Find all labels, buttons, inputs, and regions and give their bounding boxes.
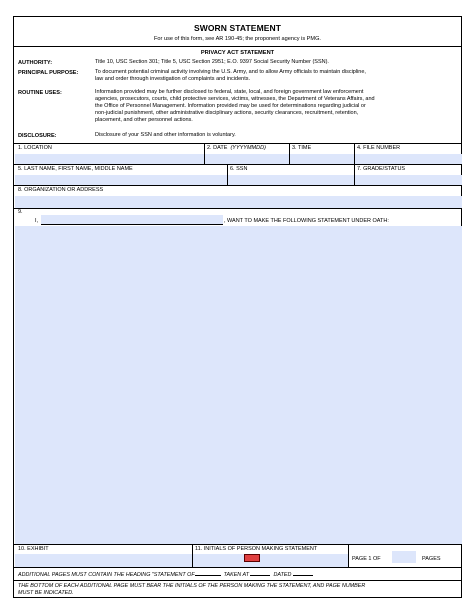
time-field[interactable] — [290, 154, 354, 164]
dated-blank — [293, 570, 313, 576]
footer-line-2: THE BOTTOM OF EACH ADDITIONAL PAGE MUST BEAR THE INITIALS OF THE PERSON MAKING THE STATEMENT, AND PAGE NUMBER — [18, 583, 366, 589]
divider — [14, 208, 461, 209]
authority-label: AUTHORITY: — [18, 60, 53, 66]
routine-uses-text-2: agencies, prosecutors, courts, child protective services, victims, witnesses, the Department of Veterans Affairs, and — [95, 96, 375, 102]
date-label — [207, 145, 266, 151]
footer-line-3: MUST BE INDICATED. — [18, 590, 74, 596]
routine-uses-text-5: placement, and other personnel actions. — [95, 117, 193, 123]
statement-text-area[interactable] — [15, 226, 462, 544]
form-title: SWORN STATEMENT — [193, 23, 282, 33]
authority-text: Title 10, USC Section 301; Title 5, USC Section 2951; E.O. 9397 Social Security Number (SSN). — [95, 59, 329, 65]
routine-uses-label: ROUTINE USES: — [18, 90, 62, 96]
name-label: 5. LAST NAME, FIRST NAME, MIDDLE NAME — [18, 166, 133, 172]
i-label: I, — [35, 218, 39, 224]
ssn-field[interactable] — [228, 175, 354, 185]
divider — [14, 580, 461, 581]
date-format-hint: (YYYYMMDD) — [230, 145, 266, 151]
routine-uses-text-1: Information provided may be further disclosed to federal, state, local, and foreign government law enforcement — [95, 89, 364, 95]
item-9-label: 9. — [18, 209, 23, 215]
footer-heading-text: ADDITIONAL PAGES MUST CONTAIN THE HEADING "STATEMENT OF — [18, 572, 195, 578]
grade-status-field[interactable] — [355, 175, 462, 185]
date-label-prefix: 2. DATE — [207, 145, 228, 151]
initials-marker-icon — [244, 554, 260, 562]
principal-purpose-text-2: law and order through investigation of complaints and incidents. — [95, 76, 251, 82]
statement-of-blank — [195, 570, 221, 576]
disclosure-label: DISCLOSURE: — [18, 133, 57, 139]
date-field[interactable] — [205, 154, 289, 164]
oath-text: , WANT TO MAKE THE FOLLOWING STATEMENT UNDER OATH: — [224, 218, 389, 224]
routine-uses-text-3: the Office of Personnel Management. Information provided may be used for determinations regarding judicial or — [95, 103, 366, 109]
statement-name-field[interactable] — [41, 215, 223, 225]
page-of-label: PAGE 1 OF — [352, 556, 381, 562]
exhibit-field[interactable] — [15, 554, 192, 567]
pages-label: PAGES — [422, 556, 441, 562]
file-number-field[interactable] — [355, 154, 462, 164]
exhibit-label: 10. EXHIBIT — [18, 546, 49, 552]
initials-field[interactable] — [193, 554, 348, 567]
footer-line-1 — [18, 570, 313, 578]
grade-status-label: 7. GRADE/STATUS — [357, 166, 406, 172]
file-number-label: 4. FILE NUMBER — [357, 145, 401, 151]
footer-dated: DATED — [273, 572, 292, 578]
divider — [14, 544, 461, 545]
divider — [348, 544, 349, 567]
location-label: 1. LOCATION — [18, 145, 52, 151]
total-pages-field[interactable] — [392, 551, 416, 563]
principal-purpose-text-1: To document potential criminal activity involving the U.S. Army, and to allow Army officials to maintain discipline, — [95, 69, 366, 75]
form-subtitle: For use of this form, see AR 190-45; the proponent agency is PMG. — [154, 36, 321, 42]
initials-label: 11. INITIALS OF PERSON MAKING STATEMENT — [195, 546, 318, 552]
name-field[interactable] — [15, 175, 227, 185]
time-label: 3. TIME — [292, 145, 312, 151]
footer-taken-at: TAKEN AT — [223, 572, 249, 578]
divider — [14, 567, 461, 568]
privacy-act-title: PRIVACY ACT STATEMENT — [200, 50, 275, 56]
divider — [14, 143, 461, 144]
location-field[interactable] — [15, 154, 204, 164]
disclosure-text: Disclosure of your SSN and other information is voluntary. — [95, 132, 236, 138]
divider — [14, 185, 461, 186]
taken-at-blank — [250, 570, 270, 576]
organization-label: 8. ORGANIZATION OR ADDRESS — [18, 187, 104, 193]
divider — [14, 46, 461, 47]
principal-purpose-label: PRINCIPAL PURPOSE: — [18, 70, 79, 76]
organization-field[interactable] — [15, 196, 462, 208]
ssn-label: 6. SSN — [230, 166, 248, 172]
divider — [14, 164, 461, 165]
sworn-statement-form — [13, 16, 462, 598]
routine-uses-text-4: non-judicial punishment, other administrative disciplinary actions, security clearances, recruitment, retention, — [95, 110, 359, 116]
